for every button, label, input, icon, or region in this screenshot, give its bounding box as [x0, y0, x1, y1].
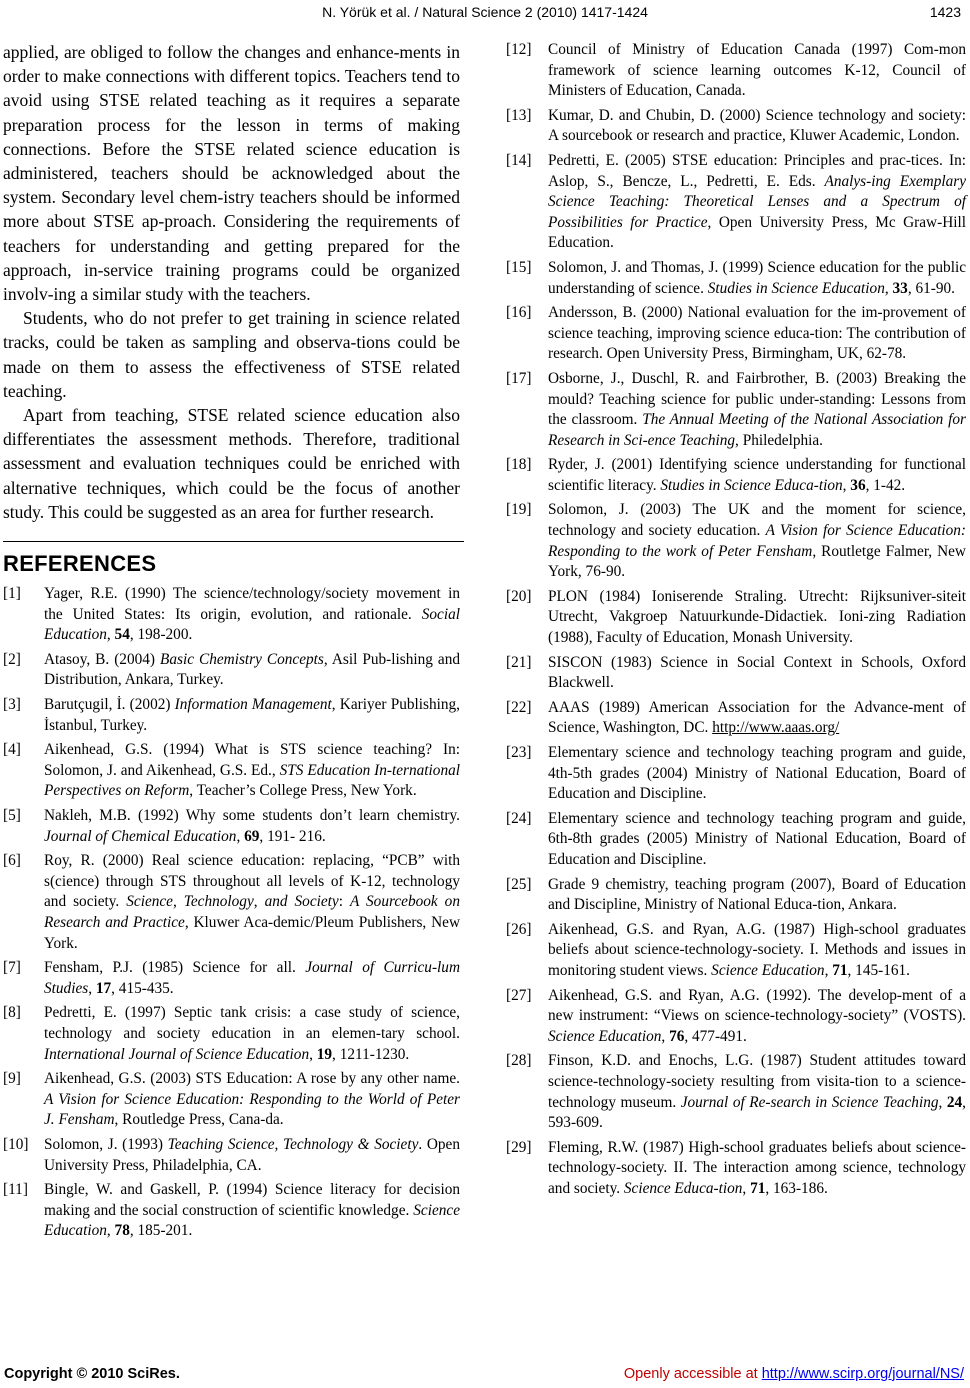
reference-text: Solomon, J. (1993) Teaching Science, Technology & Society. Open University Press, Philadelphia, CA. [44, 1135, 460, 1174]
reference-text: Solomon, J. and Thomas, J. (1999) Science education for the public understanding of science. Studies in Science Education, 33, 61-90. [548, 258, 966, 297]
reference-item [506, 653, 966, 694]
reference-item [506, 258, 966, 299]
reference-item [506, 1051, 966, 1133]
reference-number: [11] [3, 1181, 28, 1199]
reference-text: Andersson, B. (2000) National evaluation for the im-provement of science teaching, improving science educa-tion: The contribution of research. Open University Press, Birmingham, UK, 62-78. [548, 304, 966, 363]
reference-text: Bingle, W. and Gaskell, P. (1994) Science literacy for decision making and the social construction of scientific knowledge. Science Education, 78, 185-201. [44, 1181, 460, 1240]
reference-text: Yager, R.E. (1990) The science/technology/society movement in the United States: Its origin, evolution, and rationale. Social Education, 54, 198-200. [44, 585, 460, 644]
reference-number: [7] [3, 959, 21, 977]
reference-number: [22] [506, 698, 532, 716]
reference-text: Aikenhead, G.S. and Ryan, A.G. (1987) High-school graduates beliefs about science-technology-society. I. Methods and issues in monitoring student views. Science Education, 71, 145-161. [548, 920, 966, 979]
reference-item [3, 695, 460, 736]
reference-text: PLON (1984) Ioniserende Straling. Utrecht: Rijksuniver-siteit Utrecht, Vakgroep Natuurkunde-Didactiek. Ioni-zing Radiation (1988), Faculty of Education, Monash University. [548, 587, 966, 647]
reference-number: [21] [506, 653, 532, 671]
running-header [0, 4, 970, 24]
reference-item [3, 958, 460, 999]
reference-text: Finson, K.D. and Enochs, L.G. (1987) Student attitudes toward science-technology-society resulting from visita-tion to a science-technology museum. Journal of Re-search in Science Teaching, 24, 593-609. [548, 1052, 966, 1132]
reference-item [506, 106, 966, 147]
reference-text: Fleming, R.W. (1987) High-school graduates beliefs about science-technology-society. II. The interaction among science, technology and society. Science Educa-tion, 71, 163-186. [548, 1138, 966, 1197]
reference-number: [2] [3, 650, 21, 668]
reference-text: Council of Ministry of Education Canada (1997) Com-mon framework of science learning outcomes K-12, Council of Ministers of Education, Canada. [548, 41, 966, 100]
left-column [3, 40, 460, 1246]
reference-item [506, 151, 966, 254]
body-paragraph: applied, are obliged to follow the changes and enhance-ments in order to make connections with different topics. Teachers tend to avoid using STSE related teaching as it requires a separate preparation process for the lesson in terms of making connections. Before the STSE related science education is administered, teachers should be acknowledged about the system. Secondary level chem-istry teachers should be informed more about STSE ap-proach. Considering the requirements of teachers for understanding and getting prepared for the approach, in-service training programs could be organized involv-ing a similar study with the teachers. [3, 42, 460, 305]
reference-text: Solomon, J. (2003) The UK and the moment for science, technology and society education. A Vision for Science Education: Responding to the work of Peter Fensham, Routletge Falmer, New York, 76-90. [548, 501, 966, 581]
reference-number: [1] [3, 585, 21, 603]
reference-number: [20] [506, 587, 532, 605]
copyright-notice: Copyright © 2010 SciRes. [4, 1366, 180, 1382]
reference-item [506, 500, 966, 582]
right-column [506, 40, 966, 1203]
reference-item [506, 1138, 966, 1200]
reference-number: [26] [506, 920, 532, 938]
reference-number: [3] [3, 696, 21, 714]
reference-item [506, 698, 966, 739]
reference-item [506, 587, 966, 649]
reference-item [3, 650, 460, 691]
reference-number: [10] [3, 1135, 29, 1153]
reference-text: AAAS (1989) American Association for the Advance-ment of Science, Washington, DC. http://www.aaas.org/ [548, 698, 966, 737]
reference-link[interactable]: http://www.aaas.org/ [712, 719, 840, 737]
reference-item [3, 740, 460, 802]
reference-item [3, 1069, 460, 1131]
reference-text: Roy, R. (2000) Real science education: replacing, “PCB” with s(cience) through STS throughout all levels of K-12, technology and society. Science, Technology, and Society: A Sourcebook on Research and Practice, Kluwer Aca-demic/Pleum Publishers, New York. [44, 852, 460, 952]
body-paragraph: Students, who do not prefer to get training in science related tracks, could be taken as sampling and observa-tions could be made on them to assess the effectiveness of STSE related teaching. [3, 308, 460, 401]
reference-text: Osborne, J., Duschl, R. and Fairbrother, B. (2003) Breaking the mould? Teaching science for public under-standing: Lessons from the classroom. The Annual Meeting of the National Association for Research in Sci-ence Teaching, Philedelphia. [548, 369, 966, 449]
page-number: 1423 [929, 4, 961, 20]
section-divider [3, 541, 464, 542]
reference-text: Aikenhead, G.S. and Ryan, A.G. (1992). The develop-ment of a new instrument: “Views on science-technology-society” (VOSTS). Science Education, 76, 477-491. [548, 986, 966, 1045]
reference-text: Grade 9 chemistry, teaching program (2007), Board of Education and Discipline, Ministry of National Educa-tion, Ankara. [548, 875, 966, 914]
reference-number: [4] [3, 741, 21, 759]
reference-number: [24] [506, 809, 532, 827]
reference-text: Nakleh, M.B. (1992) Why some students don’t learn chemistry. Journal of Chemical Education, 69, 191- 216. [44, 807, 460, 845]
reference-item [3, 1135, 460, 1176]
open-access-label: Openly accessible at [623, 1366, 762, 1382]
reference-text: Aikenhead, G.S. (2003) STS Education: A rose by any other name. A Vision for Science Education: Responding to the World of Peter J. Fensham, Routledge Press, Cana-da. [44, 1070, 460, 1129]
reference-text: Kumar, D. and Chubin, D. (2000) Science technology and society: A sourcebook or research and practice, Kluwer Academic, London. [548, 106, 966, 145]
body-paragraph: Apart from teaching, STSE related science education also differentiates the assessment methods. Therefore, traditional assessment and evaluation techniques could be enriched with alternative techniques, which could be the focus of another study. This could be suggested as an area for further research. [3, 405, 460, 522]
reference-number: [5] [3, 807, 21, 824]
reference-item [3, 1003, 460, 1065]
reference-item [506, 875, 966, 916]
references-heading: REFERENCES [3, 551, 157, 577]
reference-number: [16] [506, 304, 532, 322]
reference-number: [27] [506, 986, 532, 1004]
reference-number: [13] [506, 106, 532, 124]
reference-number: [29] [506, 1138, 532, 1156]
reference-text: Atasoy, B. (2004) Basic Chemistry Concepts, Asil Pub-lishing and Distribution, Ankara, Turkey. [44, 650, 460, 689]
reference-item [506, 455, 966, 496]
reference-item [506, 809, 966, 871]
reference-item [3, 1180, 460, 1242]
reference-item [506, 743, 966, 805]
reference-number: [6] [3, 852, 21, 870]
journal-link[interactable]: http://www.scirp.org/journal/NS/ [761, 1366, 964, 1382]
running-title: N. Yörük et al. / Natural Science 2 (2010) 1417-1424 [322, 4, 648, 20]
reference-list [506, 40, 966, 1199]
reference-item [3, 806, 460, 847]
reference-item [3, 851, 460, 954]
reference-text: Ryder, J. (2001) Identifying science understanding for functional scientific literacy. Studies in Science Educa-tion, 36, 1-42. [548, 456, 966, 494]
page-footer [0, 1366, 970, 1386]
reference-number: [14] [506, 151, 532, 169]
reference-item [506, 986, 966, 1048]
reference-item [506, 40, 966, 102]
reference-item [506, 920, 966, 982]
reference-number: [18] [506, 456, 532, 474]
reference-text: SISCON (1983) Science in Social Context in Schools, Oxford Blackwell. [548, 653, 966, 692]
reference-text: Elementary science and technology teaching program and guide, 4th-5th grades (2004) Ministry of National Education, Board of Education and Discipline. [548, 744, 966, 803]
reference-number: [9] [3, 1070, 21, 1088]
reference-number: [25] [506, 875, 532, 893]
reference-item [506, 369, 966, 451]
reference-number: [12] [506, 41, 532, 58]
reference-number: [23] [506, 744, 532, 761]
reference-text: Barutçugil, İ. (2002) Information Management, Kariyer Publishing, İstanbul, Turkey. [44, 696, 460, 734]
reference-number: [8] [3, 1004, 21, 1022]
reference-text: Pedretti, E. (1997) Septic tank crisis: a case study of science, technology and society education in an elemen-tary school. International Journal of Science Education, 19, 1211-1230. [44, 1004, 460, 1063]
reference-text: Fensham, P.J. (1985) Science for all. Journal of Curricu-lum Studies, 17, 415-435. [44, 959, 461, 997]
reference-list [3, 584, 460, 1242]
reference-text: Elementary science and technology teaching program and guide, 6th-8th grades (2005) Ministry of National Education, Board of Education and Discipline. [548, 809, 966, 868]
reference-item [3, 584, 460, 646]
reference-text: Pedretti, E. (2005) STSE education: Principles and prac-tices. In: Aslop, S., Bencze, L., Pedretti, E. Eds. Analys-ing Exemplary Science Teaching: Theoretical Lenses and a Spectrum of Possibilities for Practice, Open University Press, Mc Graw-Hill Education. [548, 151, 967, 252]
reference-number: [15] [506, 258, 532, 276]
reference-text: Aikenhead, G.S. (1994) What is STS science teaching? In: Solomon, J. and Aikenhead, G.S. Ed., STS Education In-ternational Perspectives on Reform, Teacher’s College Press, New York. [44, 741, 460, 800]
reference-number: [28] [506, 1052, 532, 1070]
open-access-notice [624, 1366, 964, 1382]
reference-number: [19] [506, 501, 532, 519]
reference-number: [17] [506, 369, 532, 387]
reference-item [506, 303, 966, 365]
